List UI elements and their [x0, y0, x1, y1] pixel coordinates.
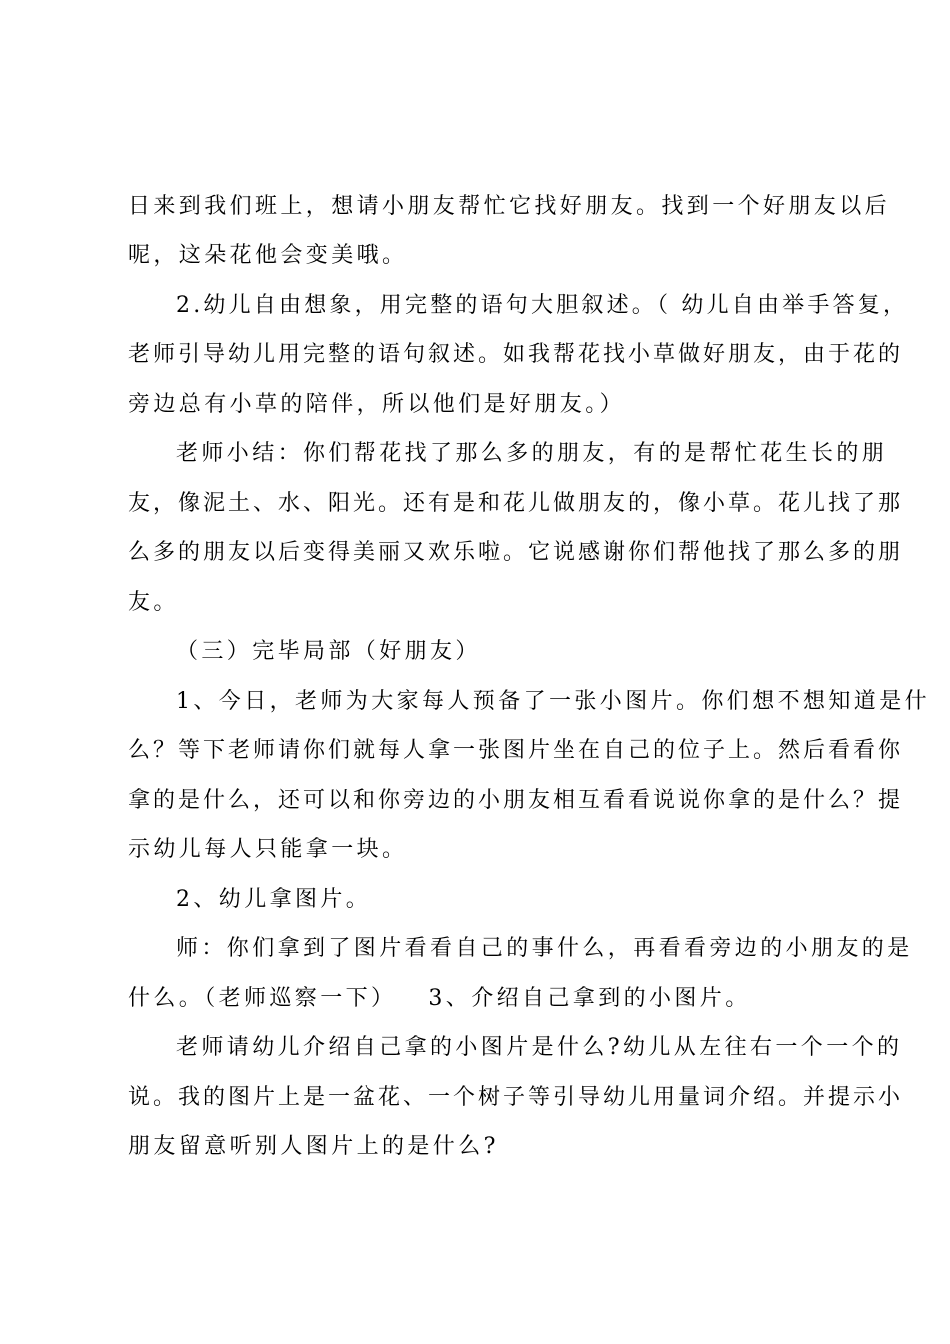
text-line: 说。我的图片上是一盆花、一个树子等引导幼儿用量词介绍。并提示小 — [128, 1085, 904, 1110]
text-line: 友，像泥土、水、阳光。还有是和花儿做朋友的，像小草。花儿找了那 — [128, 491, 904, 516]
text-line: 老师引导幼儿用完整的语句叙述。如我帮花找小草做好朋友，由于花的 — [128, 342, 904, 367]
section-heading: （三）完毕局部（好朋友） — [176, 639, 481, 664]
text-line: 老师请幼儿介绍自己拿的小图片是什么?幼儿从左往右一个一个的 — [176, 1035, 903, 1060]
text-line: 拿的是什么，还可以和你旁边的小朋友相互看看说说你拿的是什么？提 — [128, 788, 904, 813]
text-line: 3、介绍自己拿到的小图片。 — [428, 986, 751, 1011]
text-line: 日来到我们班上，想请小朋友帮忙它找好朋友。找到一个好朋友以后 — [128, 194, 891, 219]
text-line: 1、今日，老师为大家每人预备了一张小图片。你们想不想知道是什 — [176, 689, 930, 714]
text-line: 示幼儿每人只能拿一块。 — [128, 837, 408, 862]
text-line: 师：你们拿到了图片看看自己的事什么，再看看旁边的小朋友的是 — [176, 936, 913, 961]
text-line: 么多的朋友以后变得美丽又欢乐啦。它说感谢你们帮他找了那么多的朋 — [128, 540, 904, 565]
text-line: 2.幼儿自由想象，用完整的语句大胆叙述。（ 幼儿自由举手答复， — [176, 293, 909, 318]
text-line: 旁边总有小草的陪伴，所以他们是好朋友。） — [128, 392, 626, 417]
text-line: 么？等下老师请你们就每人拿一张图片坐在自己的位子上。然后看看你 — [128, 738, 904, 763]
text-line: 呢，这朵花他会变美哦。 — [128, 243, 408, 268]
text-line: 朋友留意听别人图片上的是什么? — [128, 1134, 499, 1159]
text-line-group — [128, 982, 832, 1016]
text-line: 2、幼儿拿图片。 — [176, 887, 372, 912]
text-line: 老师小结：你们帮花找了那么多的朋友，有的是帮忙花生长的朋 — [176, 441, 888, 466]
text-line: 友。 — [128, 590, 179, 615]
text-line: 什么。（老师巡察一下） — [128, 986, 397, 1011]
